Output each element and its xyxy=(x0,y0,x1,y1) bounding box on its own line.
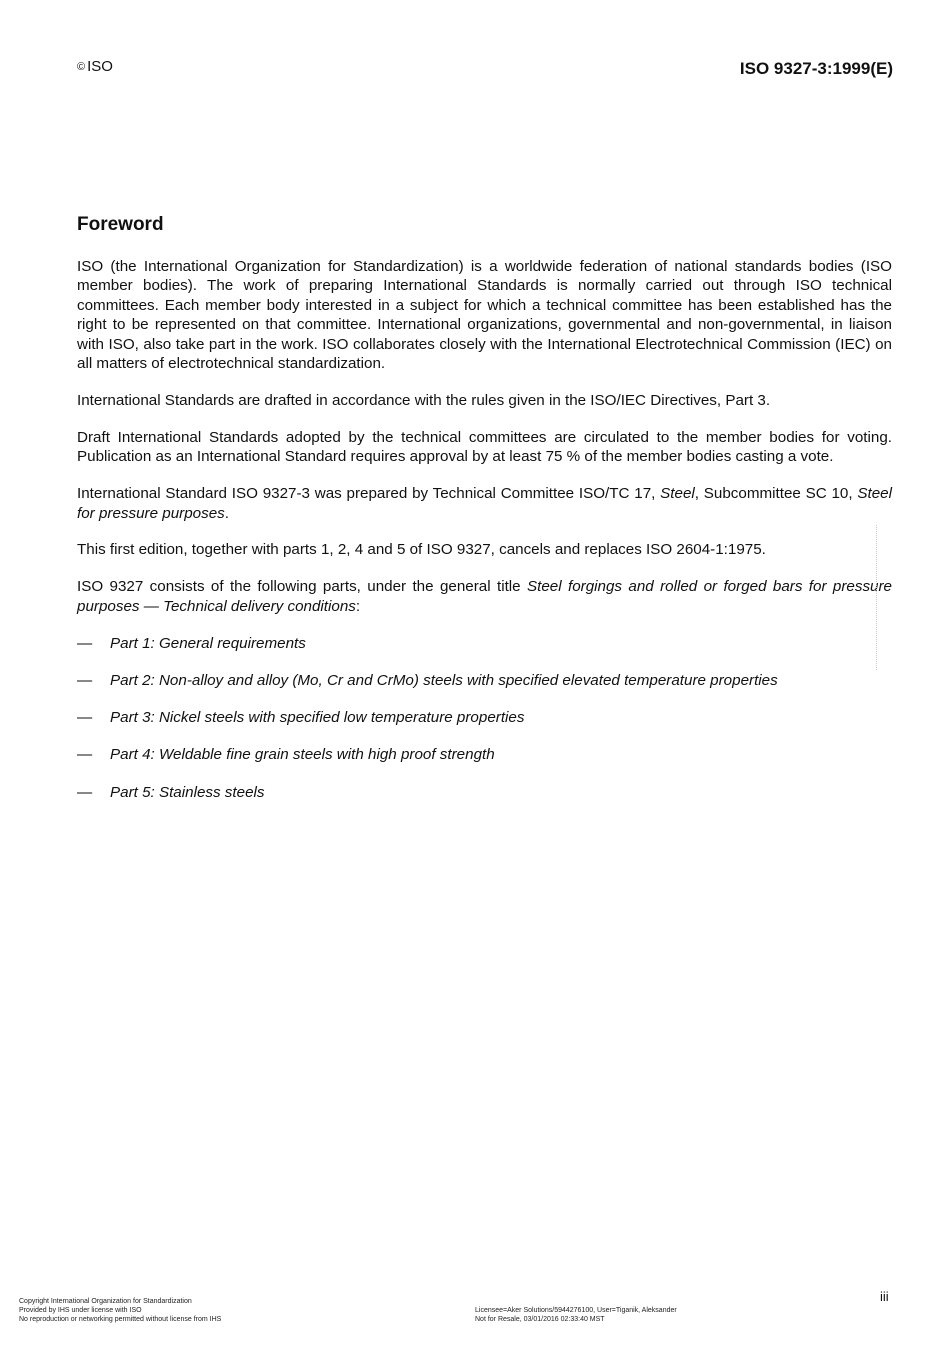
list-dash: — xyxy=(77,783,93,801)
paragraph-draft-standards: Draft International Standards adopted by the technical committees are circulated to the member bodies for voting. Publication as an International Standard requires approval by at least 75 % of the member bodies casting a vote. xyxy=(77,428,892,466)
prepared-by-text-c: . xyxy=(224,504,229,522)
part-label: Part 2: Non-alloy and alloy (Mo, Cr and CrMo) steels with specified elevated temperature properties xyxy=(110,671,778,689)
document-id: ISO 9327-3:1999(E) xyxy=(739,59,893,78)
copyright-symbol: © xyxy=(77,61,86,73)
footer-line: No reproduction or networking permitted without license from IHS xyxy=(19,1316,222,1323)
paragraph-iso-intro: ISO (the International Organization for Standardization) is a worldwide federation of national standards bodies (ISO member bodies). The work of preparing International Standards is normally carried out through ISO technical committees. Each member body interested in a subject for which a technical committee has been established has the right to be represented on that committee. International organizations, governmental and non-governmental, in liaison with ISO, also take part in the work. ISO collaborates closely with the International Electrotechnical Commission (IEC) on all matters of electrotechnical standardization. xyxy=(77,258,892,373)
prepared-by-committee-title: Steel xyxy=(660,485,695,503)
parts-intro-text-b: : xyxy=(355,597,361,615)
footer-line: Copyright International Organization for Standardization xyxy=(19,1298,192,1305)
footer-line: Not for Resale, 03/01/2016 02:33:40 MST xyxy=(475,1316,605,1323)
prepared-by-text-a: International Standard ISO 9327-3 was prepared by Technical Committee ISO/TC 17, xyxy=(77,485,661,503)
list-item xyxy=(77,745,892,764)
list-dash: — xyxy=(77,634,93,652)
list-item xyxy=(77,671,892,690)
footer-line: Provided by IHS under license with ISO xyxy=(19,1307,142,1314)
list-item xyxy=(77,708,892,727)
parts-general-title: Steel forgings and rolled or forged bars for pressure purposes — Technical delivery conditions xyxy=(77,578,892,615)
prepared-by-subcommittee-title: Steel for pressure purposes xyxy=(77,485,892,522)
list-dash: — xyxy=(77,709,93,727)
list-item xyxy=(77,783,892,802)
paragraph-directives: International Standards are drafted in accordance with the rules given in the ISO/IEC Directives, Part 3. xyxy=(77,391,771,409)
parts-list xyxy=(77,634,892,802)
margin-change-marks xyxy=(876,525,881,670)
footer-license xyxy=(475,1306,677,1324)
prepared-by-text-b: , Subcommittee SC 10, xyxy=(694,485,858,503)
list-item xyxy=(77,634,892,653)
part-label: Part 3: Nickel steels with specified low temperature properties xyxy=(110,709,525,727)
paragraph-prepared-by xyxy=(77,484,892,523)
footer-line: Licensee=Aker Solutions/5944276100, User=Tiganik, Aleksander xyxy=(475,1307,677,1314)
part-label: Part 5: Stainless steels xyxy=(110,783,265,801)
part-label: Part 1: General requirements xyxy=(110,634,306,652)
page-number: iii xyxy=(880,1289,889,1304)
paragraph-parts-intro xyxy=(77,577,892,616)
list-dash: — xyxy=(77,671,93,689)
copyright-org: ISO xyxy=(87,58,113,75)
parts-intro-text-a: ISO 9327 consists of the following parts, under the general title xyxy=(77,578,527,596)
foreword-body xyxy=(77,257,892,820)
part-label: Part 4: Weldable fine grain steels with high proof strength xyxy=(110,746,495,764)
page-title: Foreword xyxy=(77,214,164,235)
copyright-notice xyxy=(77,58,113,76)
list-dash: — xyxy=(77,746,93,764)
paragraph-edition: This first edition, together with parts 1, 2, 4 and 5 of ISO 9327, cancels and replaces ISO 2604-1:1975. xyxy=(77,541,766,559)
footer-copyright xyxy=(19,1297,221,1324)
